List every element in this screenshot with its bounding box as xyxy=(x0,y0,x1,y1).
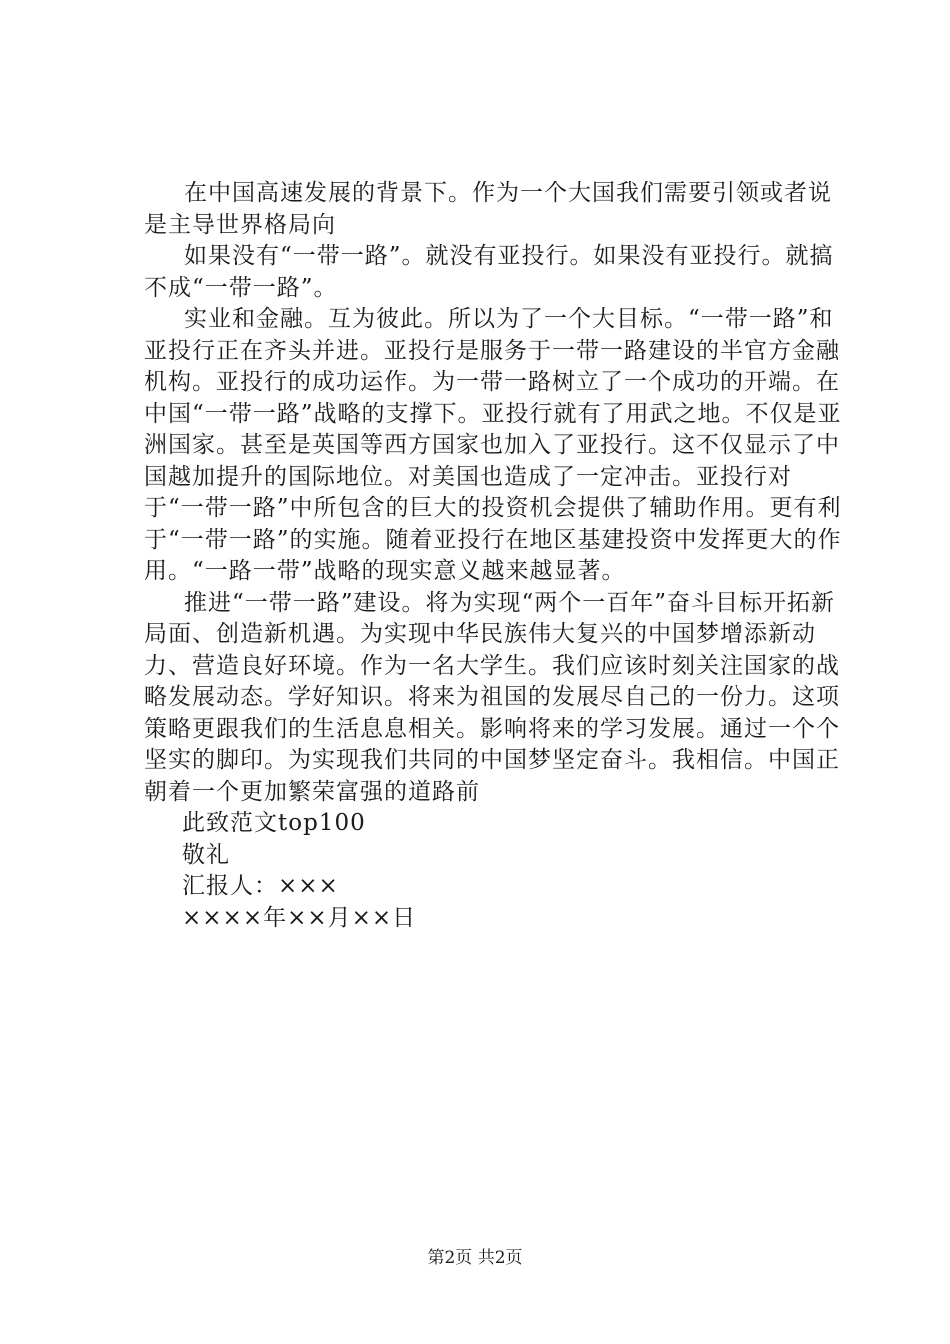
closing-regards: 敬礼 xyxy=(182,841,230,868)
paragraph-belt-and-road-aiib: 如果没有“一带一路”。就没有亚投行。如果没有亚投行。就搞不成“一带一路”。 xyxy=(144,243,834,301)
paragraph-industry-finance: 实业和金融。互为彼此。所以为了一个大目标。“一带一路”和亚投行正在齐头并进。亚投行是服务于一带一路建设的半官方金融机构。亚投行的成功运作。为一带一路树立了一个成功的开端。在中国“一带一路”战略的支撑下。亚投行就有了用武之地。不仅是亚洲国家。甚至是英国等西方国家也加入了亚投行。这不仅显示了中国越加提升的国际地位。对美国也造成了一定冲击。亚投行对于“一带一路”中所包含的巨大的投资机会提供了辅助作用。更有利于“一带一路”的实施。随着亚投行在地区基建投资中发挥更大的作用。“一路一带”战略的现实意义越来越显著。 xyxy=(144,306,842,584)
closing-reporter: 汇报人：××× xyxy=(182,873,339,899)
page-number-footer: 第2页 共2页 xyxy=(427,1248,523,1268)
closing-salutation: 此致范文top100 xyxy=(182,810,366,836)
closing-date: ××××年××月××日 xyxy=(182,904,417,931)
paragraph-conclusion: 推进“一带一路”建设。将为实现“两个一百年”奋斗目标开拓新局面、创造新机遇。为实现中华民族伟大复兴的中国梦增添新动力、营造良好环境。作为一名大学生。我们应该时刻关注国家的战略发展动态。学好知识。将来为祖国的发展尽自己的一份力。这项策略更跟我们的生活息息相关。影响将来的学习发展。通过一个个坚实的脚印。为实现我们共同的中国梦坚定奋斗。我相信。中国正朝着一个更加繁荣富强的道路前 xyxy=(144,589,840,805)
document-body xyxy=(144,178,844,934)
paragraph-background: 在中国高速发展的背景下。作为一个大国我们需要引领或者说是主导世界格局向 xyxy=(144,180,832,238)
